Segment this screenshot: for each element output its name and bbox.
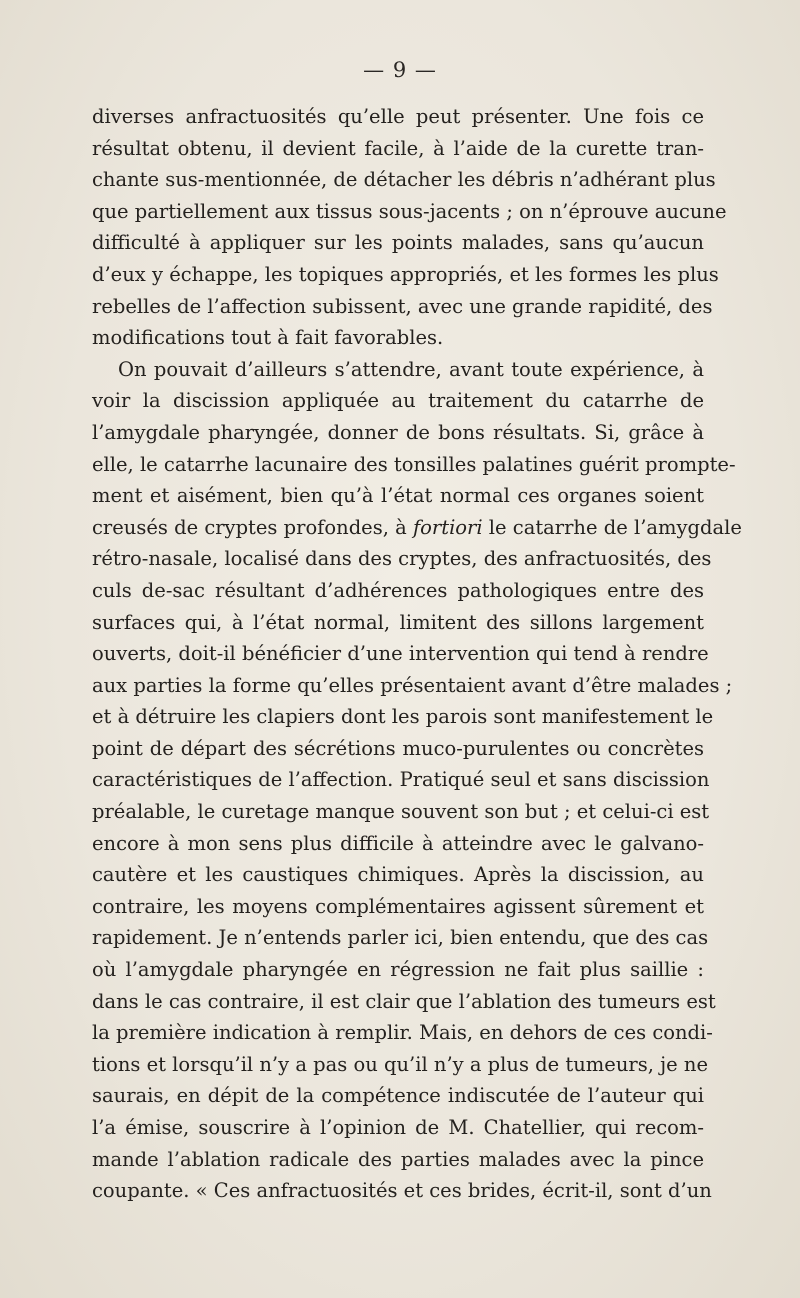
- text-line: dans le cas contraire, il est clair que l’ablation des tumeurs est: [92, 989, 716, 1013]
- text-line: aux parties la forme qu’elles présentaient avant d’être malades ;: [92, 673, 733, 697]
- text-line: culs de-sac résultant d’adhérences pathologiques entre des: [92, 578, 704, 602]
- text-segment: creusés de cryptes profondes, à: [92, 515, 413, 539]
- text-line: voir la discission appliquée au traitement du catarrhe de: [92, 389, 704, 413]
- text-line: l’amygdale pharyngée, donner de bons résultats. Si, grâce à: [92, 420, 704, 444]
- text-line: rebelles de l’affection subissent, avec une grande rapidité, des: [92, 294, 713, 318]
- text-line: la première indication à remplir. Mais, en dehors de ces condi-: [92, 1021, 713, 1045]
- text-line: rapidement. Je n’entends parler ici, bien entendu, que des cas: [92, 926, 709, 950]
- text-line: que partiellement aux tissus sous-jacents ; on n’éprouve aucune: [92, 199, 727, 223]
- text-line: ouverts, doit-il bénéficier d’une intervention qui tend à rendre: [92, 642, 709, 666]
- text-line: difficulté à appliquer sur les points malades, sans qu’aucun: [92, 231, 704, 255]
- text-line: surfaces qui, à l’état normal, limitent des sillons largement: [92, 610, 704, 634]
- text-line: chante sus-mentionnée, de détacher les débris n’adhérant plus: [92, 168, 716, 192]
- text-line: elle, le catarrhe lacunaire des tonsilles palatines guérit prompte-: [92, 452, 736, 476]
- text-line: ment et aisément, bien qu’à l’état normal ces organes soient: [92, 484, 704, 508]
- text-line-with-italic: [92, 512, 742, 544]
- text-line: tions et lorsqu’il n’y a pas ou qu’il n’y a plus de tumeurs, je ne: [92, 1052, 708, 1076]
- text-line: modifications tout à fait favorables.: [92, 326, 444, 350]
- text-line: On pouvait d’ailleurs s’attendre, avant toute expérience, à: [118, 357, 704, 381]
- text-line: point de départ des sécrétions muco-purulentes ou concrètes: [92, 736, 704, 760]
- text-line: mande l’ablation radicale des parties malades avec la pince: [92, 1147, 704, 1171]
- text-line: saurais, en dépit de la compétence indiscutée de l’auteur qui: [92, 1084, 704, 1108]
- text-line: diverses anfractuosités qu’elle peut présenter. Une fois ce: [92, 105, 704, 128]
- text-line: coupante. « Ces anfractuosités et ces brides, écrit-il, sont d’un: [92, 1179, 712, 1203]
- text-line: caractéristiques de l’affection. Pratiqué seul et sans discission: [92, 768, 710, 792]
- text-line: et à détruire les clapiers dont les parois sont manifestement le: [92, 705, 714, 729]
- text-segment: le catarrhe de l’amygdale: [482, 515, 742, 539]
- body-text: [92, 101, 742, 1207]
- text-line: contraire, les moyens complémentaires agissent sûrement et: [92, 894, 704, 918]
- text-line: d’eux y échappe, les topiques appropriés, et les formes les plus: [92, 262, 719, 286]
- text-line: rétro-nasale, localisé dans des cryptes, des anfractuosités, des: [92, 547, 712, 571]
- text-line: préalable, le curetage manque souvent son but ; et celui-ci est: [92, 800, 710, 824]
- text-line: où l’amygdale pharyngée en régression ne fait plus saillie :: [92, 958, 704, 982]
- text-line: cautère et les caustiques chimiques. Après la discission, au: [92, 863, 704, 887]
- text-line: l’a émise, souscrire à l’opinion de M. Chatellier, qui recom-: [92, 1116, 704, 1139]
- text-line: encore à mon sens plus difficile à atteindre avec le galvano-: [92, 831, 704, 855]
- page-number: — 9 —: [363, 58, 437, 82]
- text-line: résultat obtenu, il devient facile, à l’aide de la curette tran-: [92, 136, 704, 160]
- italic-phrase: fortiori: [412, 515, 483, 539]
